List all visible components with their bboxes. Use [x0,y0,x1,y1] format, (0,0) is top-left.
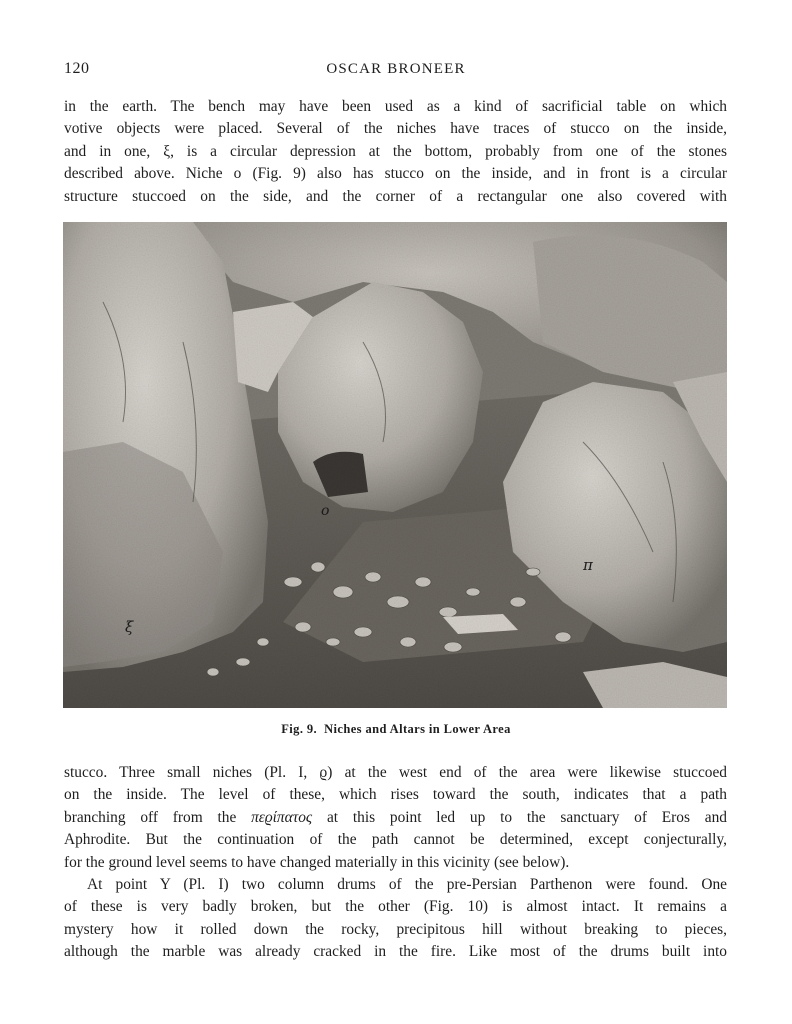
text-line: for the ground level seems to have changed materially in this vicinity (see below). [64,853,570,871]
text-line [64,807,727,829]
running-title: OSCAR BRONEER [326,61,466,77]
text-line: and in one, ξ, is a circular depression at the bottom, probably from one of the stones [64,142,727,160]
page-number: 120 [64,60,90,77]
text-segment: branching off from the [64,808,252,826]
text-line: of these is very badly broken, but the other (Fig. 10) is almost intact. It remains a [64,898,727,916]
greek-word: πεϱίπατος [251,808,313,826]
text-line: votive objects were placed. Several of the niches have traces of stucco on the inside, [64,120,727,138]
photo-label-xi: ξ [125,618,134,636]
text-line: in the earth. The bench may have been used as a kind of sacrificial table on which [64,98,727,115]
text-line: At point Y (Pl. I) two column drums of the pre-Persian Parthenon were found. One [87,875,727,893]
text-line: Aphrodite. But the continuation of the path cannot be determined, except conjecturally, [64,831,727,849]
caption-text: Niches and Altars in Lower Area [324,722,511,736]
photo-label-o: o [321,503,330,519]
text-line: stucco. Three small niches (Pl. I, ϱ) at the west end of the area were likewise stuccoed [64,764,727,781]
photo-label-pi: π [583,556,593,574]
figure-photo [63,222,727,708]
caption-label: Fig. 9. [281,722,318,736]
text-line: structure stuccoed on the side, and the corner of a rectangular one also covered with [64,187,727,205]
text-line: described above. Niche o (Fig. 9) also has stucco on the inside, and in front is a circular [64,165,727,183]
paragraph-top [64,96,727,208]
figure-caption [0,722,792,737]
photo-niches-altars [63,222,727,708]
text-line: mystery how it rolled down the rocky, precipitous hill without breaking to pieces, [64,920,727,938]
text-segment: at this point led up to the sanctuary of Eros and [312,808,727,826]
text-line: although the marble was already cracked in the fire. Like most of the drums built into [64,943,727,961]
text-line: on the inside. The level of these, which rises toward the south, indicates that a path [64,786,727,804]
paragraph-bottom [64,762,727,964]
